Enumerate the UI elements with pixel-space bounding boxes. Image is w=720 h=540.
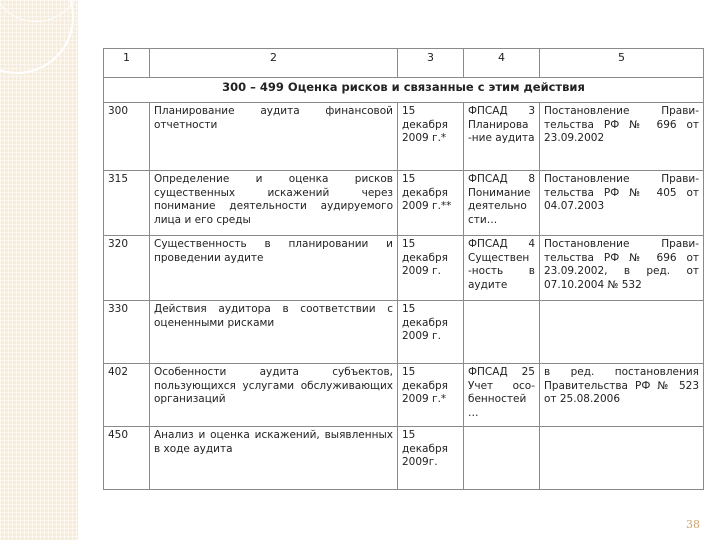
section-title: 300 – 499 Оценка рисков и связанные с этим действия: [104, 78, 704, 103]
page-number: 38: [686, 518, 700, 531]
standard-title: Действия аудитора в соответствии с оцененными рисками: [150, 301, 398, 364]
standard-title: Планирование аудита финансовой отчетности: [150, 103, 398, 171]
standard-title: Анализ и оценка искажений, выявленных в ходе аудита: [150, 427, 398, 490]
standard-date: 15 декабря 2009г.: [398, 427, 464, 490]
standard-code: 300: [104, 103, 150, 171]
fpsad-reference: [464, 427, 540, 490]
standard-title: Определение и оценка рисков существенных искажений через понимание деятельности аудируемого лица и его среды: [150, 171, 398, 236]
standard-title: Особенности аудита субъектов, пользующихся услугами обслуживающих организаций: [150, 364, 398, 427]
table-row: [104, 427, 704, 490]
fpsad-reference: ФПСАД 25 Учет осо-бенностей …: [464, 364, 540, 427]
standard-code: 320: [104, 236, 150, 301]
standard-date: 15 декабря 2009 г.*: [398, 103, 464, 171]
table-row: [104, 103, 704, 171]
table-row: [104, 301, 704, 364]
header-cell: 2: [150, 49, 398, 78]
fpsad-reference: [464, 301, 540, 364]
resolution-reference: Постановление Прави-тельства РФ № 405 от 04.07.2003: [540, 171, 704, 236]
standard-date: 15 декабря 2009 г.: [398, 301, 464, 364]
standards-table: [103, 48, 704, 490]
fpsad-reference: ФПСАД 3 Планирова -ние аудита: [464, 103, 540, 171]
table-header-row: [104, 49, 704, 78]
table-row: [104, 236, 704, 301]
table-row: [104, 171, 704, 236]
fpsad-reference: ФПСАД 4 Существен -ность в аудите: [464, 236, 540, 301]
header-cell: 1: [104, 49, 150, 78]
standard-code: 315: [104, 171, 150, 236]
header-cell: 3: [398, 49, 464, 78]
section-row: [104, 78, 704, 103]
standard-date: 15 декабря 2009 г.: [398, 236, 464, 301]
standard-code: 402: [104, 364, 150, 427]
resolution-reference: [540, 427, 704, 490]
resolution-reference: Постановление Прави-тельства РФ № 696 от 23.09.2002, в ред. от 07.10.2004 № 532: [540, 236, 704, 301]
standard-code: 450: [104, 427, 150, 490]
header-cell: 4: [464, 49, 540, 78]
header-cell: 5: [540, 49, 704, 78]
standard-date: 15 декабря 2009 г.*: [398, 364, 464, 427]
resolution-reference: Постановление Прави-тельства РФ № 696 от 23.09.2002: [540, 103, 704, 171]
resolution-reference: в ред. постановления Правительства РФ № 523 от 25.08.2006: [540, 364, 704, 427]
standard-date: 15 декабря 2009 г.**: [398, 171, 464, 236]
table-row: [104, 364, 704, 427]
standard-code: 330: [104, 301, 150, 364]
standard-title: Существенность в планировании и проведении аудите: [150, 236, 398, 301]
decorative-side-panel: [0, 0, 78, 540]
resolution-reference: [540, 301, 704, 364]
fpsad-reference: ФПСАД 8 Понимание деятельно сти…: [464, 171, 540, 236]
